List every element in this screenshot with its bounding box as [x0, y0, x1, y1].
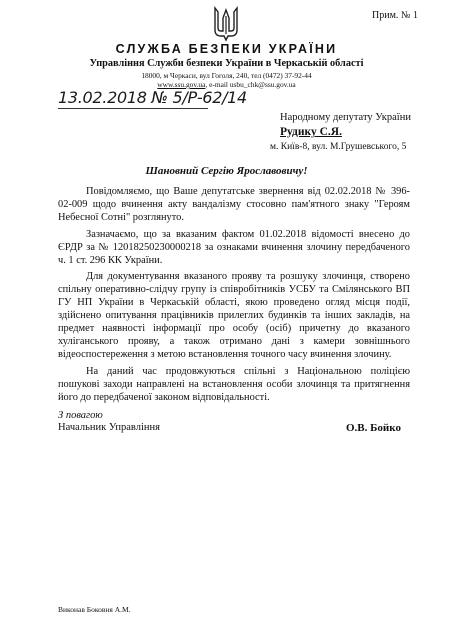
copy-mark: Прим. № 1 [372, 10, 418, 21]
closing-regards: З повагою [58, 410, 103, 421]
website-link[interactable]: www.ssu.gov.ua [157, 80, 206, 89]
executor-note: Виконав Боковня А.М. [58, 605, 131, 614]
recipient-name: Рудику С.Я. [280, 126, 342, 138]
salutation: Шановний Сергію Ярославовичу! [145, 165, 308, 177]
org-name: СЛУЖБА БЕЗПЕКИ УКРАЇНИ [115, 42, 338, 56]
registration-number: 13.02.2018 № 5/Р-62/14 [58, 88, 247, 107]
letter-body [58, 186, 410, 409]
paragraph: На даний час продовжуються спільні з Національною поліцією пошукові заходи направлені на встановлення особи злочинця та притягнення його до передбаченої законом відповідальності. [58, 365, 410, 403]
recipient-title: Народному депутату України [280, 112, 411, 123]
recipient-address: м. Київ-8, вул. М.Грушевського, 5 [270, 142, 407, 152]
org-address: 18000, м Черкаси, вул Гоголя, 240, тел (0472) 37-92-44 [141, 71, 312, 80]
paragraph: Для документування вказаного прояву та розшуку злочинця, створено спільну оперативно-слідчу групу із співробітників УСБУ та Смілянського ВП ГУ НП України в Черкаській області, якою проведено огляд місця події, здійснено опитування працівників прилеглих будинків та інших закладів, на предмет наявності інформації про особу (осіб) причетну до вказаного хуліганського прояву, а також отримано дані з камери зовнішнього відеоспостереження з метою встановлення точного часу вчинення злочину. [58, 271, 410, 360]
trident-emblem-icon [211, 6, 241, 42]
email-text: , e-mail usbu_chk@ssu.gov.ua [205, 80, 296, 89]
department-name: Управління Служби безпеки України в Черкаській області [89, 58, 364, 69]
paragraph: Повідомляємо, що Ваше депутатське звернення від 02.02.2018 № 396-02-009 щодо вчинення акту вандалізму стосовно пам'ятного знаку "Героям Небесної Сотні" розглянуто. [58, 186, 410, 223]
signatory-position: Начальник Управління [58, 422, 160, 433]
signatory-name: О.В. Бойко [346, 422, 401, 434]
registration-underline [58, 108, 208, 109]
paragraph: Зазначаємо, що за вказаним фактом 01.02.2018 відомості внесено до ЄРДР за № 12018250230000218 за ознаками вчинення злочину передбаченого ч. 1 ст. 296 КК України. [58, 228, 410, 266]
